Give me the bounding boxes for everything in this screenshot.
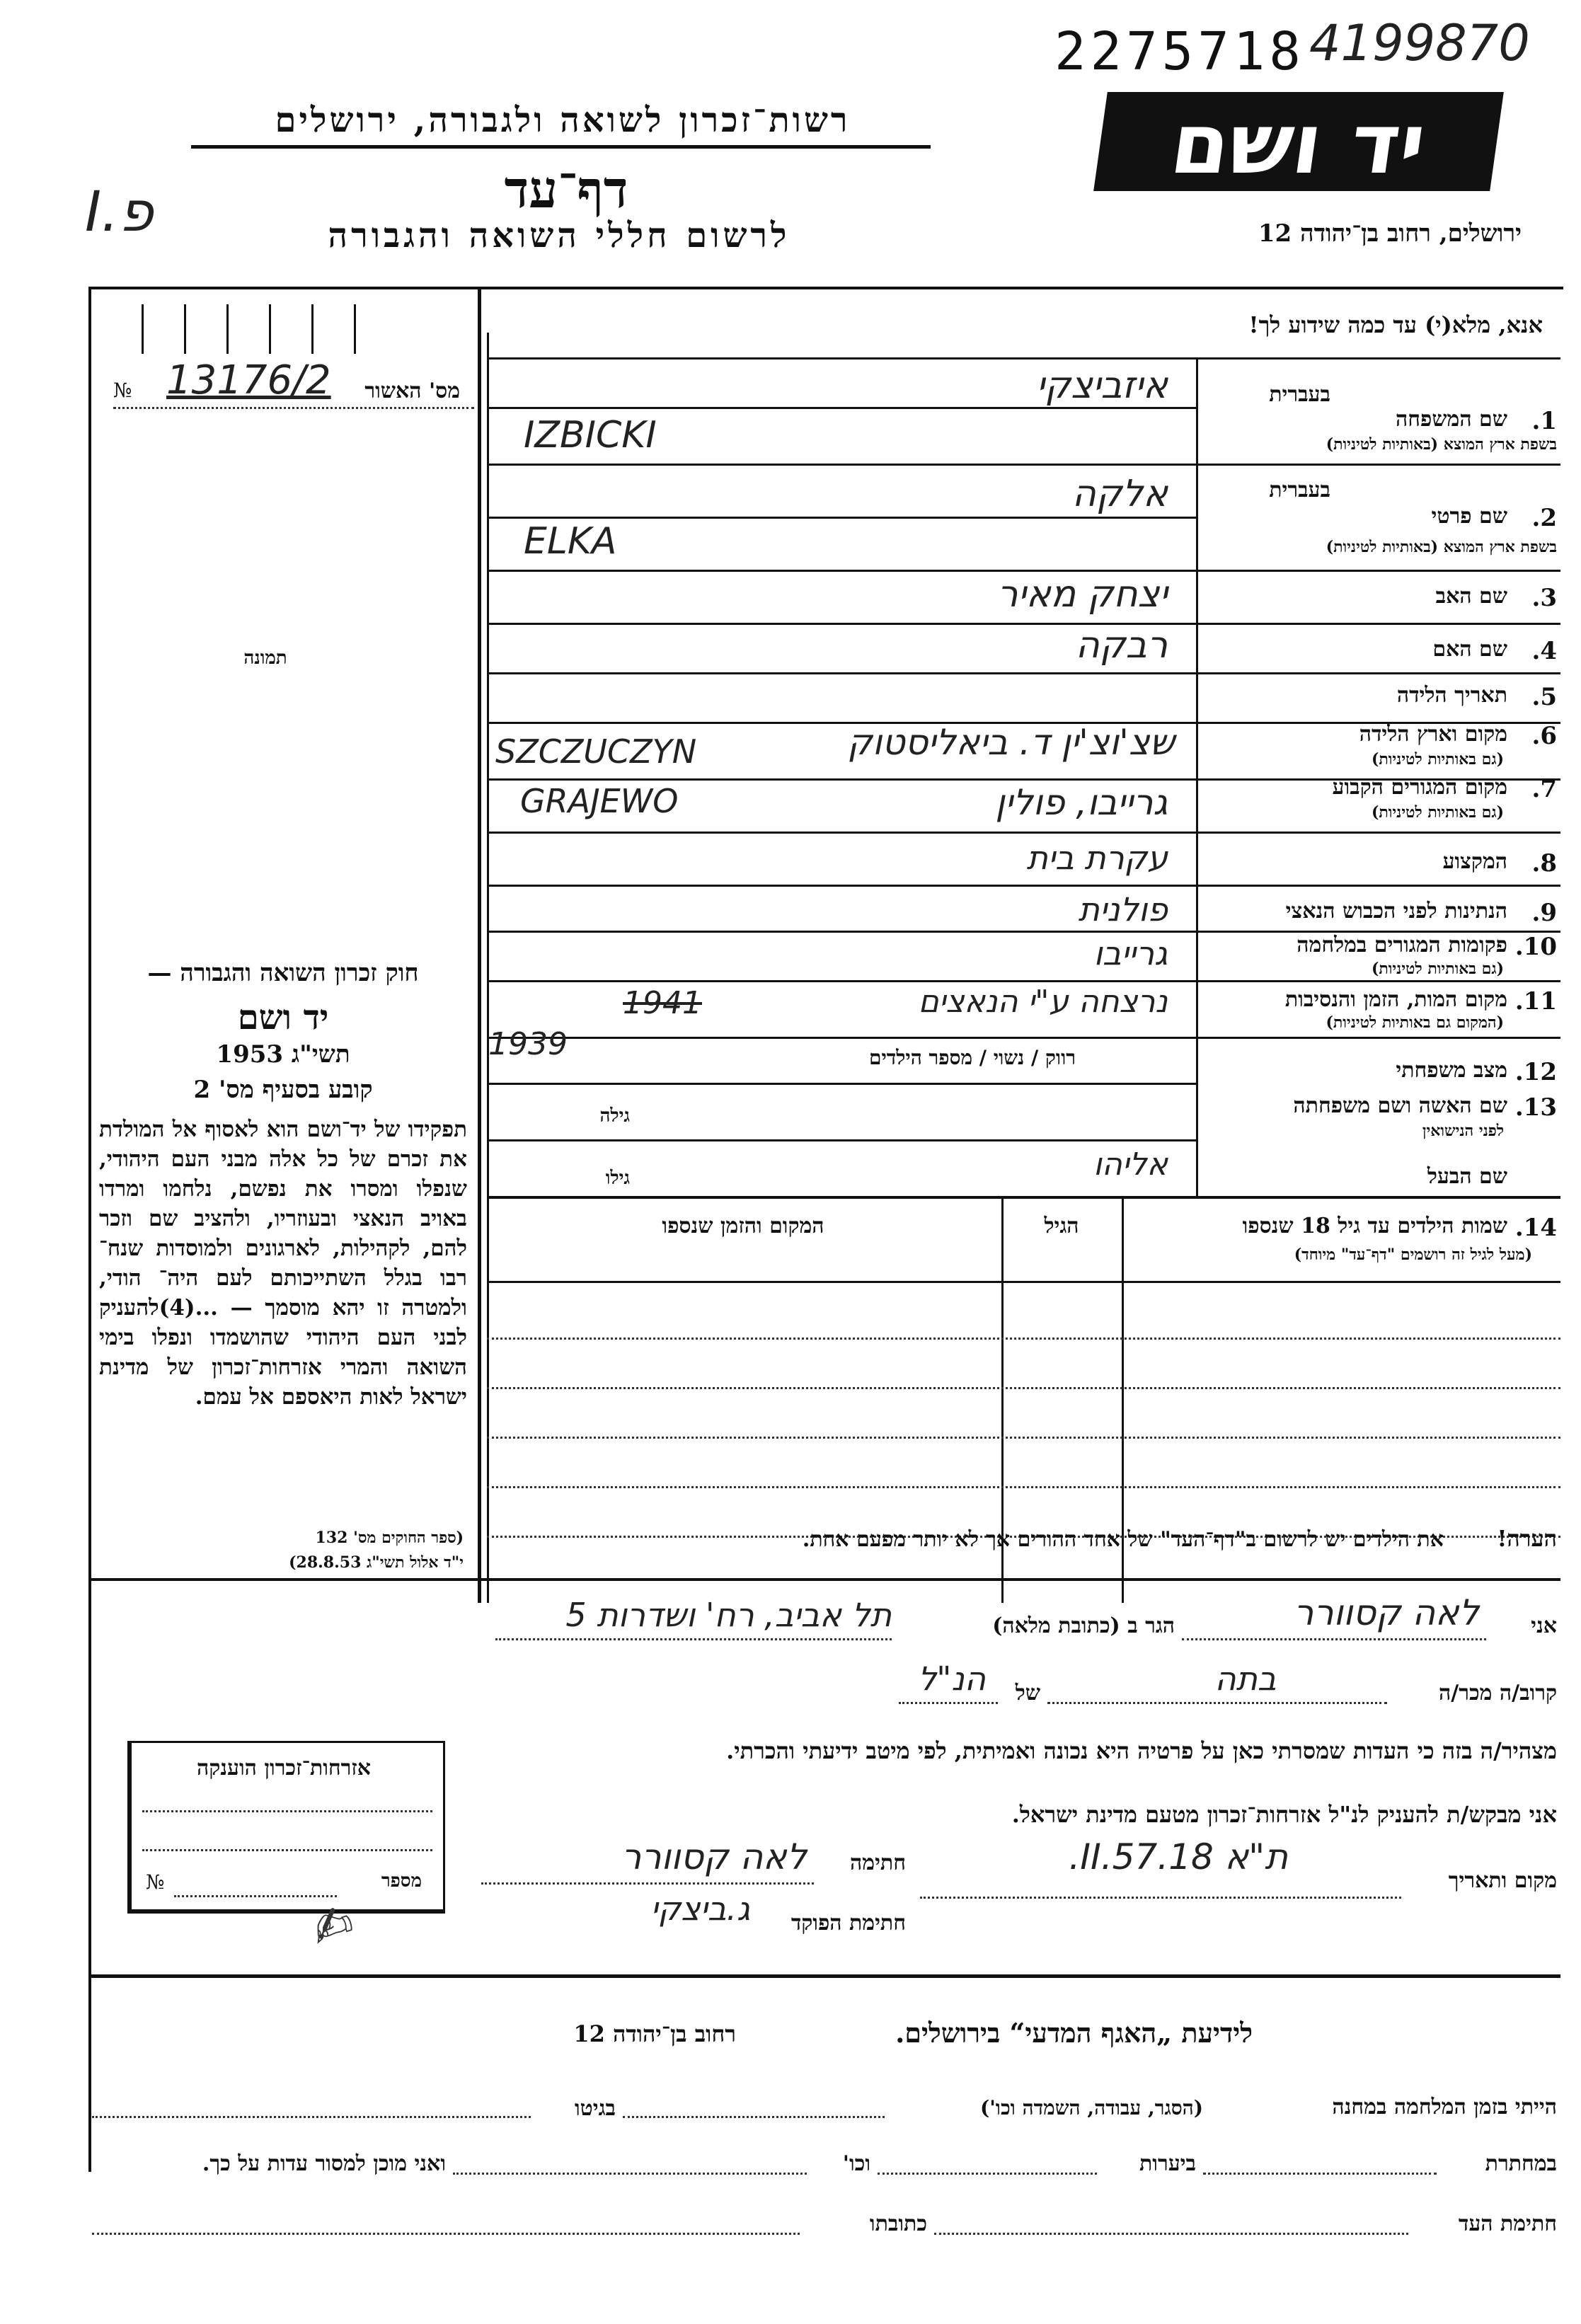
law-year: תשי"ג 1953 — [216, 1040, 350, 1069]
decl-ani: אני — [1531, 1613, 1557, 1638]
handwritten-number: 4199870 — [1309, 14, 1530, 72]
field-6-label: מקום וארץ הלידה — [1359, 722, 1507, 747]
field-11-sub: (המקום גם באותיות לטיניות) — [1326, 1013, 1504, 1032]
approval-value: 13176/2 — [166, 357, 331, 403]
law-name: יד ושם — [237, 998, 329, 1037]
field-4-num: 4. — [1531, 637, 1557, 665]
law-text: תפקידו של יד־ושם הוא לאסוף אל המולדת את זכרם של כל אלה מבני העם היהודי, שנפלו ומסרו את נפשם, נלחמו ומרדו באויב הנאצי ובעוזריו, ולהציב שם וזכר להם, לקהילות, לארגונים ולמוסדות שנח־ רבו בגלל השתייכותם לעם היה־ הודי, ולמטרה זו יהא מוסמך — ...(4)להעניק לבני העם היהודי שהושמדו ונפלו בימי השואה והמרי אזרחות־זכרון של מדינת ישראל לאות היאספם אל עמם. — [99, 1117, 467, 1410]
archive-number: 2275718 — [1054, 21, 1305, 82]
decl-request-text: אני מבקש/ת להעניק לנ"ל אזרחות־זכרון מטעם מדינת ישראל. — [1011, 1801, 1557, 1828]
bottom-line2-d: ואני מוכן למסור עדות על כך. — [202, 2151, 446, 2176]
field-6-latin: SZCZUCZYN — [495, 732, 697, 771]
cert-number-mark: № — [146, 1870, 165, 1894]
field-1-hebrew: איזביצקי — [1036, 364, 1168, 407]
approval-no-mark: № — [113, 379, 132, 402]
field-1-latin: IZBICKI — [524, 414, 657, 456]
cert-title: אזרחות־זכרון הוענקה — [196, 1756, 372, 1781]
field-10-num: 10. — [1514, 933, 1557, 961]
field-1-lang: בעברית — [1269, 382, 1330, 407]
cert-number-label: מספר — [381, 1870, 422, 1892]
field-1-sub: בשפת ארץ המוצא (באותיות לטיניות) — [1326, 435, 1557, 454]
decl-of-value: הנ"ל — [918, 1659, 986, 1698]
field-12-label: מצב משפחתי — [1396, 1058, 1507, 1083]
note-text: את הילדים יש לרשום ב"דף־העד" של אחד ההורים אך לא יותר מפעם אחת. — [802, 1527, 1444, 1552]
field-11-year-2: 1941 — [623, 985, 702, 1021]
stamp-signature: ✍ — [303, 1891, 361, 1960]
field-13-sub: לפני הנישואין — [1422, 1122, 1504, 1140]
children-label: שמות הילדים עד גיל 18 שנספו — [1242, 1214, 1507, 1238]
law-ref-1: (ספר החוקים מס' 132 — [315, 1529, 464, 1547]
bottom-line2-a: במחתרת — [1485, 2151, 1557, 2176]
children-sub: (מעל לגיל זה רושמים "דף־עד" מיוחד) — [1294, 1246, 1532, 1264]
cert-box — [127, 1741, 445, 1914]
field-10-value: גרייבו — [1093, 934, 1168, 972]
bottom-line2-c: וכו' — [842, 2151, 870, 2176]
field-8-num: 8. — [1531, 849, 1557, 878]
field-2-sub: בשפת ארץ המוצא (באותיות לטיניות) — [1326, 538, 1557, 556]
field-11-label: מקום המות, הזמן והנסיבות — [1284, 987, 1507, 1012]
field-7-value: גרייבו, פולין — [995, 782, 1168, 823]
field-4-label: שם האם — [1432, 637, 1507, 662]
approval-label: מס' האשור — [364, 379, 460, 403]
field-5-label: תאריך הלידה — [1396, 683, 1507, 708]
field-2-lang: בעברית — [1269, 478, 1330, 502]
field-8-label: המקצוע — [1442, 849, 1507, 874]
field-2-num: 2. — [1531, 504, 1557, 532]
law-clause: קובע בסעיף מס' 2 — [193, 1076, 373, 1104]
decl-address-value: תל אביב, רח' ושדרות 5 — [565, 1596, 892, 1634]
field-3-label: שם האב — [1435, 584, 1507, 609]
field-11-value: נרצחה ע"י הנאצים — [918, 984, 1168, 1020]
yad-vashem-logo — [1093, 92, 1504, 191]
bottom-line1-c: בגיטו — [574, 2096, 616, 2121]
husband-value: אליהו — [1093, 1146, 1168, 1183]
field-6-sub: (גם באותיות לטיניות) — [1371, 750, 1504, 769]
field-9-value: פולנית — [1078, 890, 1168, 928]
field-13-label: שם האשה ושם משפחתה — [1293, 1093, 1507, 1118]
decl-relation-value: בתה — [1214, 1659, 1277, 1698]
field-12-options: רווק / נשוי / מספר הילדים — [868, 1046, 1076, 1069]
law-title: חוק זכרון השואה והגבורה — — [147, 959, 419, 987]
field-7-num: 7. — [1531, 775, 1557, 803]
children-col-age: הגיל — [1044, 1214, 1079, 1238]
field-5-num: 5. — [1531, 683, 1557, 711]
photo-label: תמונה — [243, 648, 287, 669]
decl-relation-label: קרוב/ה מכר/ה — [1439, 1681, 1557, 1705]
bottom-address: רחוב בן־יהודה 12 — [573, 2020, 736, 2047]
logo-text: יד ושם — [1165, 95, 1432, 192]
field-10-sub: (גם באותיות לטיניות) — [1371, 960, 1504, 978]
field-10-label: פקומות המגורים במלחמה — [1297, 933, 1507, 957]
bottom-title: לידיעת „האגף המדעי“ בירושלים. — [895, 2017, 1253, 2049]
field-6-num: 6. — [1531, 722, 1557, 750]
decl-ani-value: לאה קסוורר — [1293, 1592, 1479, 1633]
field-2-hebrew: אלקה — [1071, 473, 1168, 515]
field-13-age-label: גילה — [599, 1105, 630, 1127]
form-subtitle: לרשום חללי השואה והגבורה — [328, 216, 790, 255]
field-8-value: עקרת בית — [1026, 839, 1168, 877]
instruction: אנא, מלא(י) עד כמה שידוע לך! — [1248, 311, 1543, 338]
field-7-latin: GRAJEWO — [520, 782, 679, 820]
decl-place-date-label: מקום ותאריך — [1448, 1868, 1557, 1893]
bottom-line3-a: חתימת העד — [1458, 2211, 1557, 2236]
note-label: הערה! — [1497, 1525, 1557, 1552]
field-7-sub: (גם באותיות לטיניות) — [1371, 803, 1504, 822]
field-11-year: 1939 — [488, 1026, 568, 1062]
husband-label: שם הבעל — [1427, 1164, 1507, 1189]
field-4-value: רבקה — [1075, 624, 1168, 667]
form-title: דף־עד — [504, 159, 628, 219]
address: ירושלים, רחוב בן־יהודה 12 — [1258, 219, 1522, 248]
bottom-line3-b: כתובתו — [869, 2211, 927, 2236]
children-col-place: המקום והזמן שנספו — [662, 1214, 824, 1238]
field-3-num: 3. — [1531, 584, 1557, 612]
field-2-latin: ELKA — [524, 520, 617, 563]
law-ref-2: י"ד אלול תשי"ג 28.8.53) — [289, 1553, 464, 1572]
field-9-label: הנתינות לפני הכבוש הנאצי — [1285, 899, 1507, 924]
field-3-value: יצחק מאיר — [997, 573, 1168, 616]
decl-official-sig-label: חתימת הפוקד — [790, 1911, 906, 1935]
field-1-label: שם המשפחה — [1395, 407, 1507, 432]
field-6-value: שצ'וצ'ין ד. ביאליסטוק — [847, 722, 1175, 763]
field-13-num: 13. — [1514, 1093, 1557, 1122]
institution-name: רשות־זכרון לשואה ולגבורה, ירושלים — [275, 100, 851, 140]
field-1-num: 1. — [1531, 407, 1557, 435]
decl-signature-label: חתימה — [850, 1851, 906, 1875]
decl-declare-text: מצהיר/ה בזה כי העדות שמסרתי כאן על פרטיה היא נכונה ואמיתית, לפי מיטב ידיעתי והכרתי. — [726, 1737, 1557, 1764]
margin-note: I.פ — [85, 180, 154, 244]
field-2-label: שם פרטי — [1431, 504, 1507, 529]
bottom-line1-b: (הסגר, עבודה, השמדה וכו') — [979, 2096, 1203, 2119]
field-7-label: מקום המגורים הקבוע — [1332, 775, 1507, 800]
bottom-line1-a: הייתי בזמן המלחמה במחנה — [1332, 2095, 1557, 2119]
children-num: 14. — [1514, 1214, 1557, 1242]
decl-of-label: של — [1015, 1681, 1040, 1705]
decl-address-label: הגר ב (כתובת מלאה) — [992, 1613, 1175, 1638]
decl-official-sig-value: ג.ביצקי — [650, 1889, 750, 1928]
field-11-num: 11. — [1514, 987, 1557, 1016]
decl-signature-value: לאה קסוורר — [621, 1836, 807, 1877]
field-9-num: 9. — [1531, 899, 1557, 927]
decl-place-date-value: ת"א 18.II.57. — [1069, 1836, 1288, 1877]
approval-box — [142, 304, 478, 354]
bottom-line2-b: ביערות — [1139, 2151, 1196, 2176]
field-12-num: 12. — [1514, 1058, 1557, 1086]
husband-age-label: גילו — [605, 1168, 630, 1189]
